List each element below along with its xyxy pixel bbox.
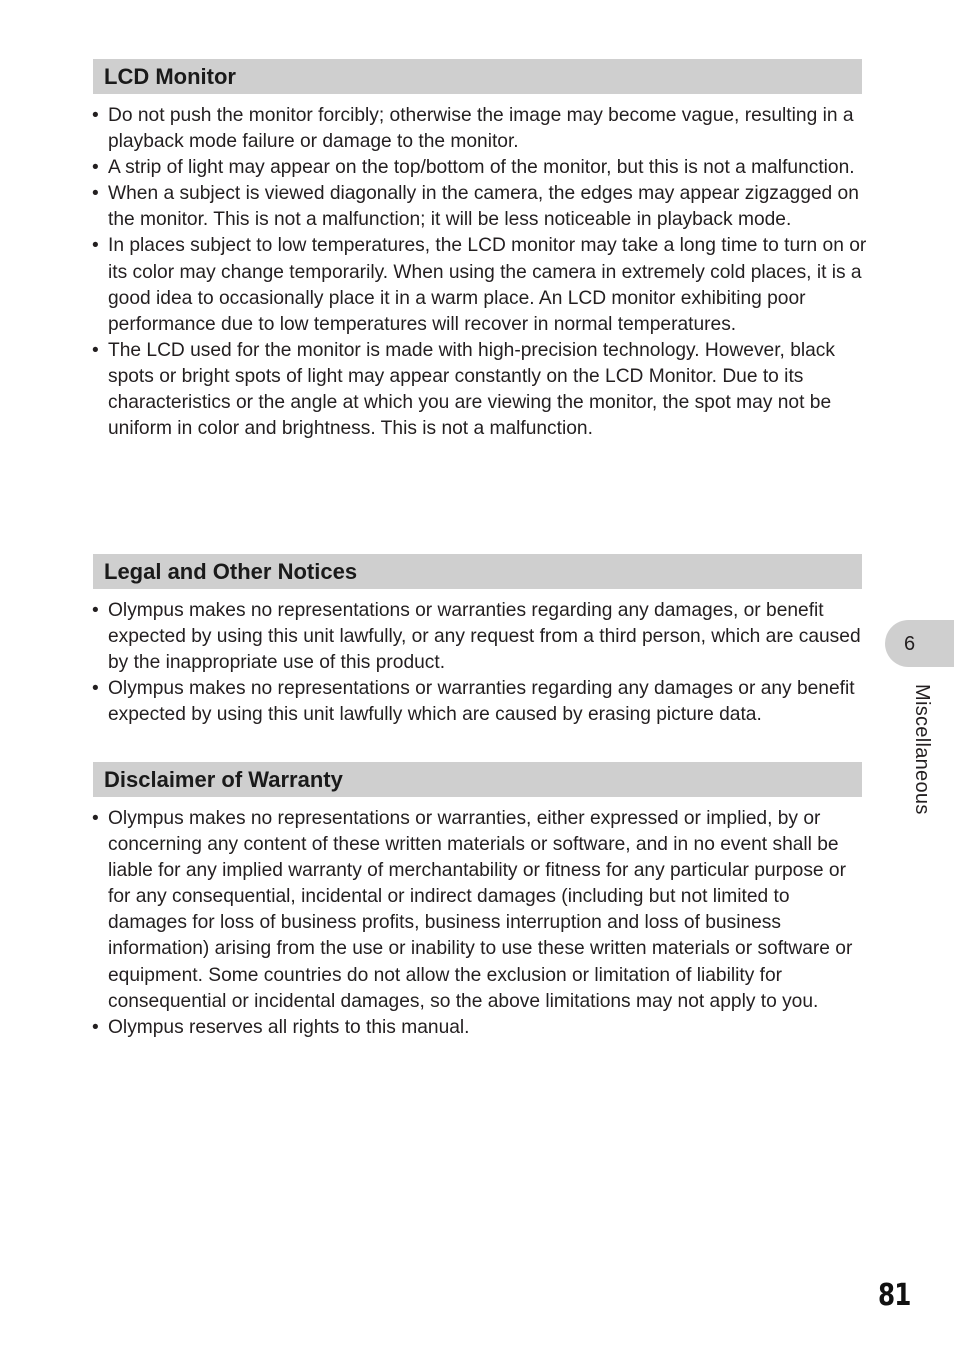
chapter-label: Miscellaneous [911,684,933,815]
chapter-number: 6 [904,633,916,655]
bullet-icon: • [92,678,99,700]
bullet-icon: • [92,1016,99,1038]
list-item-text: Olympus makes no representations or warranties regarding any damages, or benefit expected by using this unit lawfully, or any request from a third person, which are caused by the inappropriate use of this product. [108,600,861,674]
disclaimer-list [90,806,870,1041]
list-item-text: A strip of light may appear on the top/bottom of the monitor, but this is not a malfunction. [108,157,855,179]
list-item [90,598,870,676]
list-item-text: Do not push the monitor forcibly; otherwise the image may become vague, resulting in a playback mode failure or damage to the monitor. [108,105,854,153]
bullet-icon: • [92,105,99,126]
list-item-text: Olympus makes no representations or warranties, either expressed or implied, by or concerning any content of these written materials or software, and in no event shall be liable for any implied warranty of merchantability or fitness for any particular purpose or for any consequential, incidental or indirect damages (including but not limited to damages for loss of business profits, business interruption and loss of business information) arising from the use or inability to use these written materials or software or equipment. Some countries do not allow the exclusion or limitation of liability for consequential or incidental damages, so the above limitations may not apply to you. [108,808,853,1012]
list-item [90,1015,870,1041]
list-item [90,181,870,233]
bullet-icon: • [92,183,99,205]
bullet-icon: • [92,600,99,621]
bullet-icon: • [92,157,99,179]
list-item-text: In places subject to low temperatures, the LCD monitor may take a long time to turn on or its color may change temporarily. When using the camera in extremely cold places, it is a good idea to occasionally place it in a warm place. An LCD monitor exhibiting poor performance due to low temperatures will recover in normal temperatures. [108,235,867,335]
section-title-disclaimer: Disclaimer of Warranty [93,762,862,797]
list-item [90,676,870,728]
list-item-text: Olympus reserves all rights to this manual. [108,1016,470,1038]
bullet-icon: • [92,235,99,257]
list-item-text: Olympus makes no representations or warranties regarding any damages or any benefit expected by using this unit lawfully which are caused by erasing picture data. [108,678,855,726]
section-title-lcd-monitor: LCD Monitor [93,59,862,94]
list-item-text: The LCD used for the monitor is made with high-precision technology. However, black spots or bright spots of light may appear constantly on the LCD Monitor. Due to its characteristics or the angle at which you are viewing the monitor, the spot may not be uniform in color and brightness. This is not a malfunction. [108,339,835,440]
list-item [90,338,870,442]
list-item [90,103,870,155]
list-item [90,806,870,1015]
legal-notices-list [90,598,870,728]
list-item-text: When a subject is viewed diagonally in the camera, the edges may appear zigzagged on the monitor. This is not a malfunction; it will be less noticeable in playback mode. [108,183,859,231]
lcd-monitor-list [90,103,870,442]
page-number: 81 [878,1278,911,1313]
list-item [90,155,870,181]
bullet-icon: • [92,808,99,829]
bullet-icon: • [92,339,99,361]
section-title-legal-notices: Legal and Other Notices [93,554,862,589]
list-item [90,233,870,337]
chapter-tab [885,620,954,667]
